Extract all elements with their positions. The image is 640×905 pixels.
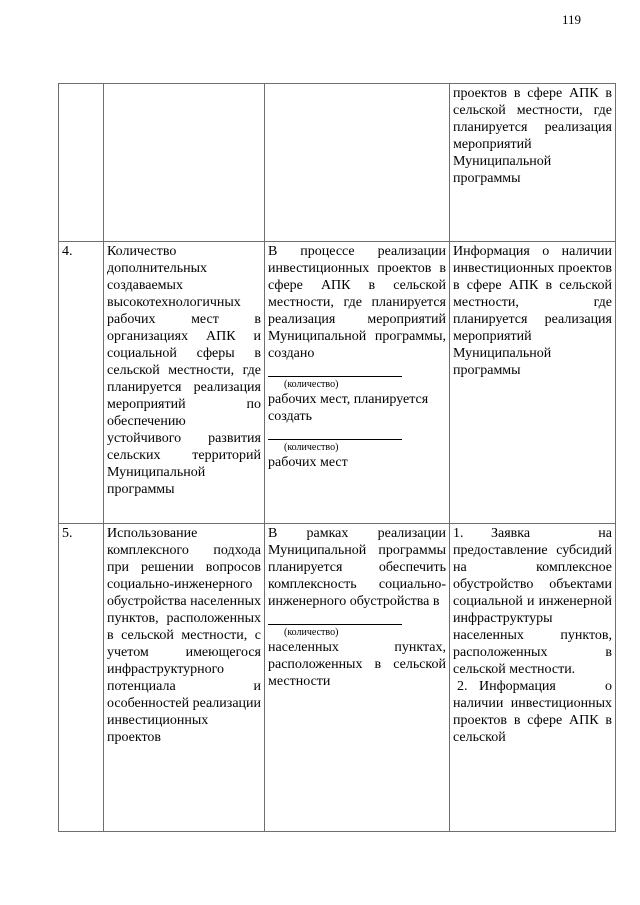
list-marker: 1. bbox=[453, 526, 464, 541]
program-indicators-table bbox=[58, 83, 616, 832]
list-item bbox=[453, 525, 612, 678]
blank-caption: (количество) bbox=[284, 379, 339, 390]
row-number-cell: 5. bbox=[59, 524, 104, 832]
information-source-cell: Информация о наличии инвестиционных проектов в сфере АПК в сельской местности, где планируется реализация мероприятий Муниципальной программы bbox=[450, 242, 616, 524]
list-item-text: Информация о наличии инвестиционных проектов в сфере АПК в сельской bbox=[453, 679, 612, 745]
indicator-formula-cell bbox=[265, 242, 450, 524]
indicator-formula-cell bbox=[265, 84, 450, 242]
list-marker: 2. bbox=[457, 679, 468, 694]
table-row bbox=[59, 242, 616, 524]
indicator-name-cell: Количество дополнительных создаваемых высокотехнологичных рабочих мест в организациях АПК и социальной сферы в сельской местности, где планируется реализация мероприятий по обеспечению устойчивого развития сельских территорий Муниципальной программы bbox=[104, 242, 265, 524]
list-item bbox=[453, 678, 612, 746]
formula-text: В процессе реализации инвестиционных проектов в сфере АПК в сельской местности, где планируется реализация мероприятий Муниципальной программы, создано bbox=[268, 244, 446, 361]
formula-text: населенных пунктах, расположенных в сельской местности bbox=[268, 640, 446, 689]
fill-in-blank bbox=[268, 362, 402, 377]
blank-caption: (количество) bbox=[284, 442, 339, 453]
blank-caption: (количество) bbox=[284, 627, 339, 638]
fill-in-blank bbox=[268, 610, 402, 625]
row-number-cell bbox=[59, 84, 104, 242]
table-row bbox=[59, 84, 616, 242]
formula-text: В рамках реализации Муниципальной программы планируется обеспечить комплексность социально-инженерного обустройства в bbox=[268, 526, 446, 609]
formula-text: рабочих мест, планируется создать bbox=[268, 392, 429, 424]
information-source-cell bbox=[450, 524, 616, 832]
indicator-name-cell: Использование комплексного подхода при решении вопросов социально-инженерного обустройства населенных пунктов, расположенных в сельской местности, с учетом имеющегося инфраструктурного потенциала и особенностей реализации инвестиционных проектов bbox=[104, 524, 265, 832]
information-source-cell: проектов в сфере АПК в сельской местности, где планируется реализация мероприятий Муниципальной программы bbox=[450, 84, 616, 242]
fill-in-blank bbox=[268, 425, 402, 440]
page-number: 119 bbox=[562, 12, 582, 27]
row-number-cell: 4. bbox=[59, 242, 104, 524]
indicator-name-cell bbox=[104, 84, 265, 242]
list-item-text: Заявка на предоставление субсидий на комплексное обустройство объектами социальной и инженерной инфраструктуры населенных пунктов, расположенных в сельской местности. bbox=[453, 526, 612, 677]
table-row bbox=[59, 524, 616, 832]
indicator-formula-cell bbox=[265, 524, 450, 832]
formula-text: рабочих мест bbox=[268, 455, 348, 470]
